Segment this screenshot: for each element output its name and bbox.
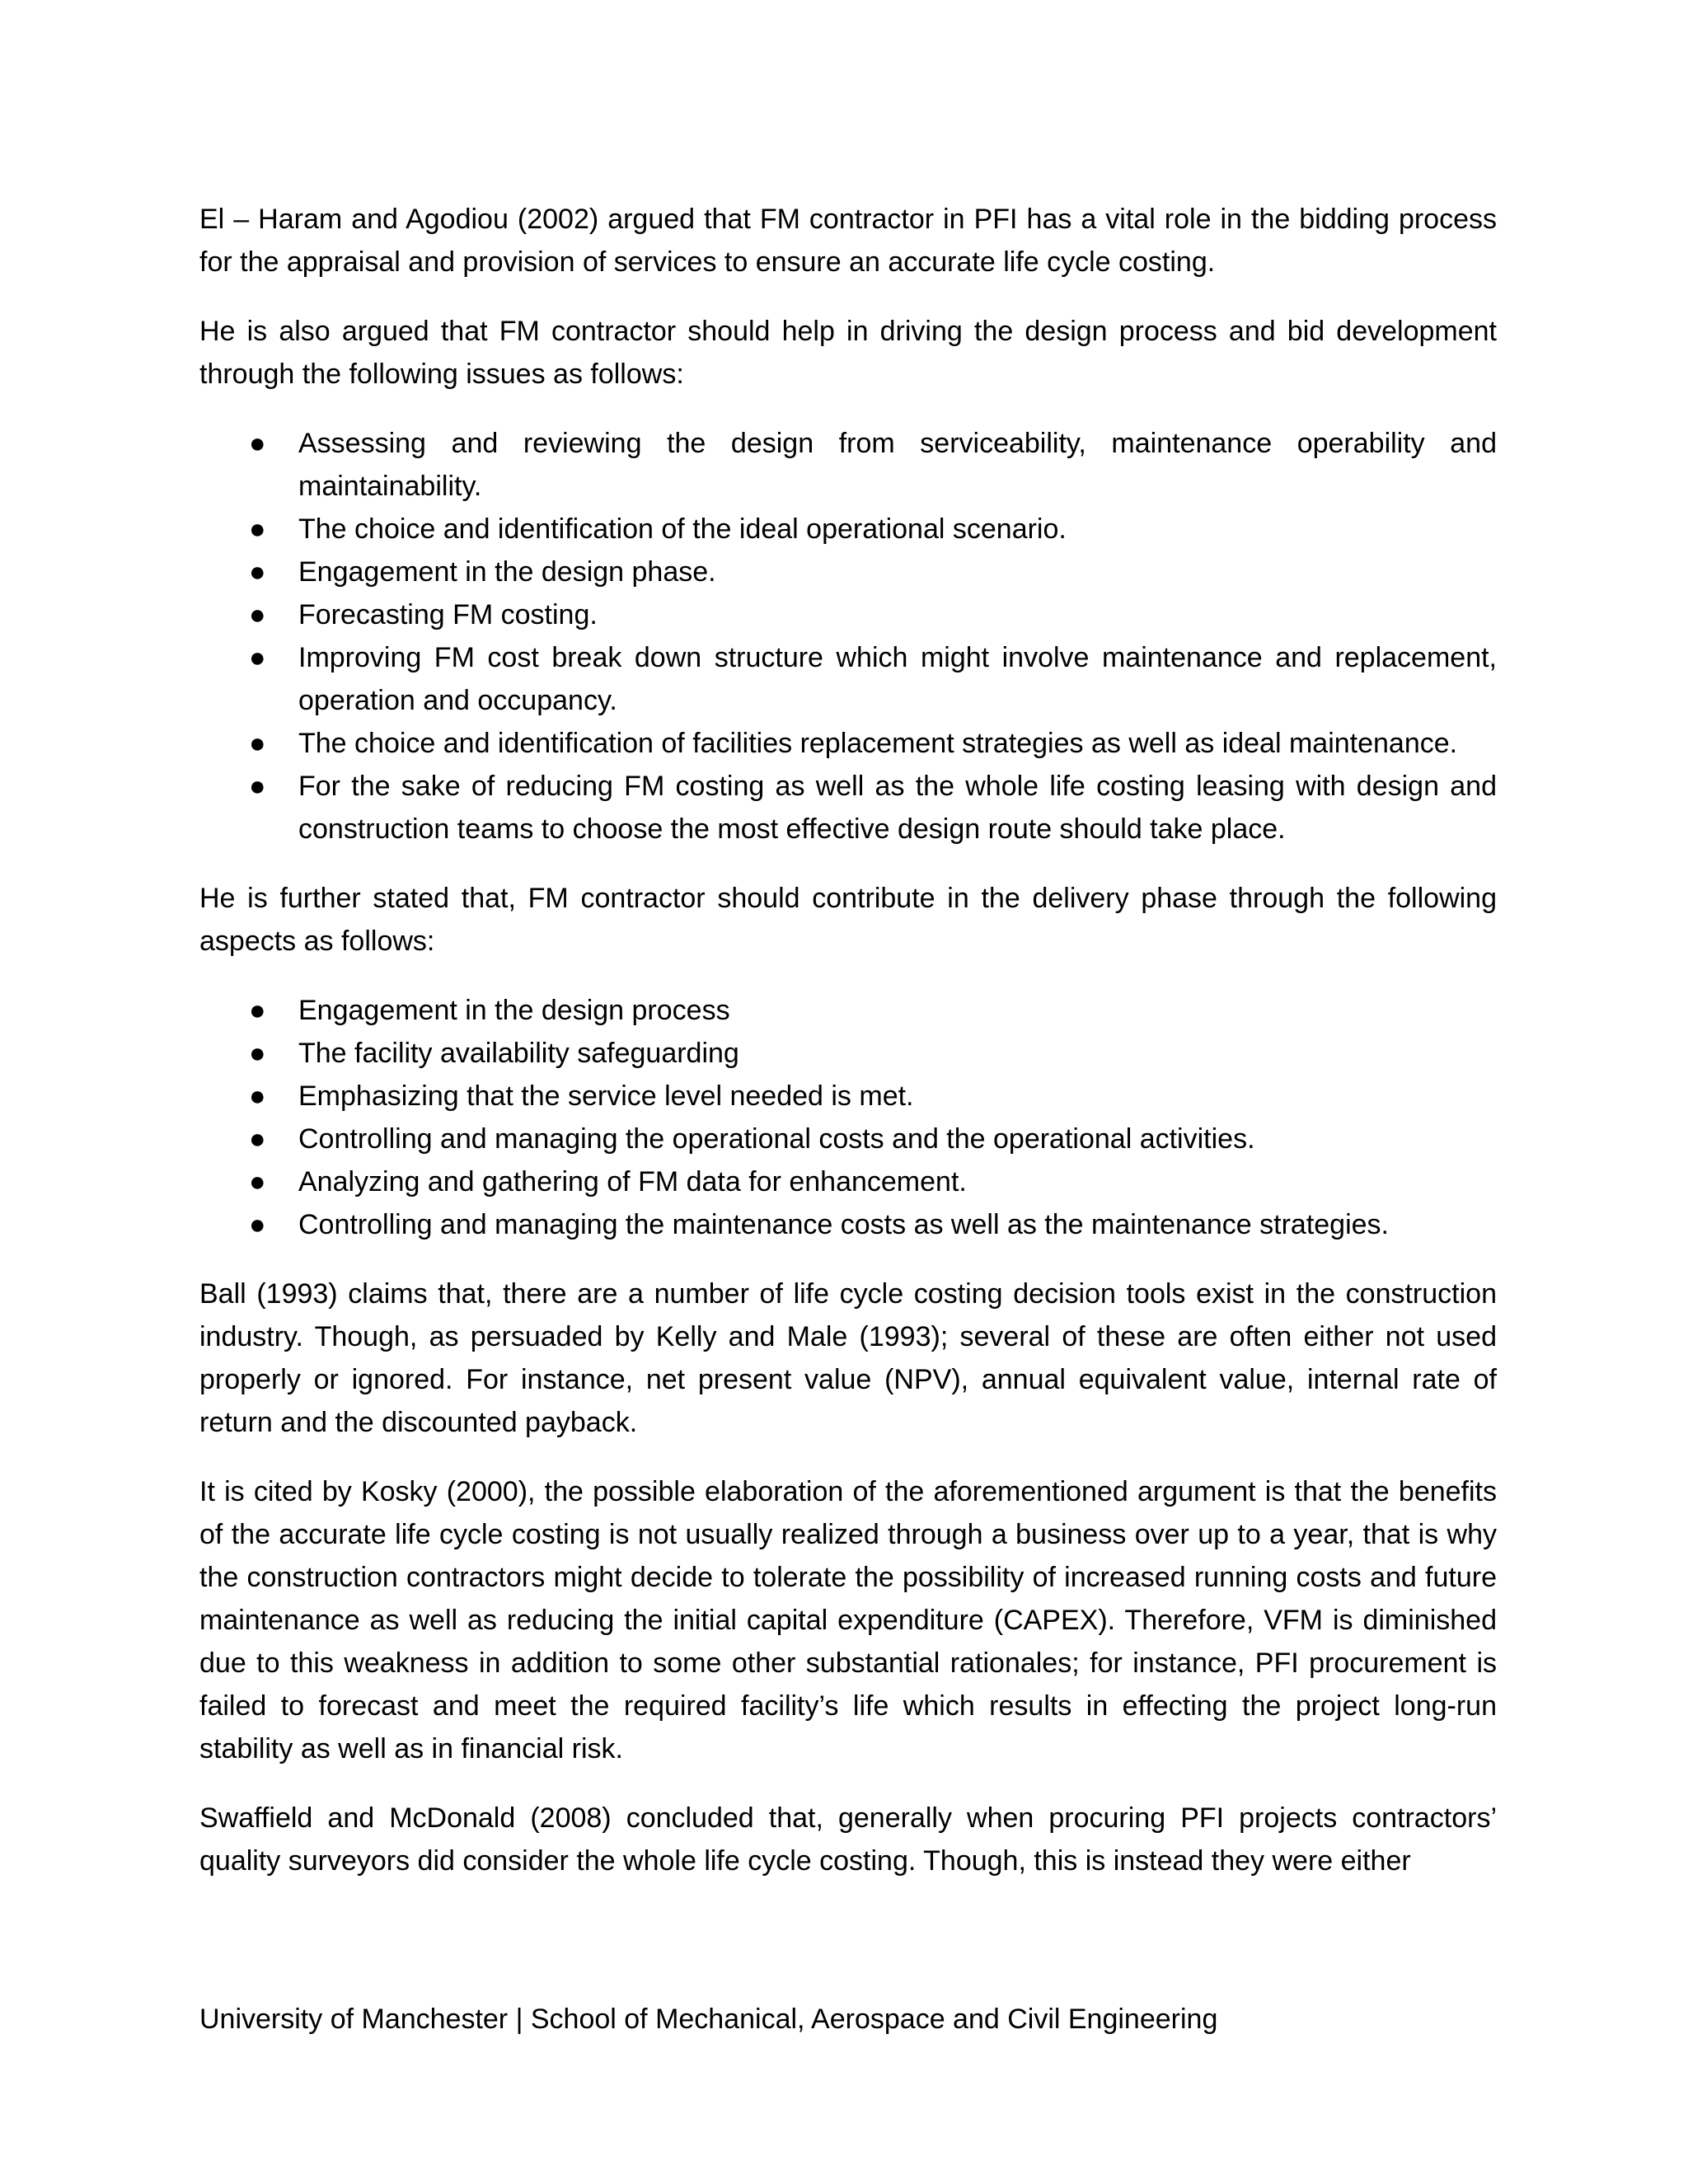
list-item <box>199 1203 1497 1246</box>
list-item <box>199 722 1497 765</box>
bullet-icon: ● <box>249 1123 266 1155</box>
paragraph: It is cited by Kosky (2000), the possible elaboration of the aforementioned argument is that the benefits of the accurate life cycle costing is not usually realized through a business over up to a year, that is why the construction contractors might decide to tolerate the possibility of increased running costs and future maintenance as well as reducing the initial capital expenditure (CAPEX). Therefore, VFM is diminished due to this weakness in addition to some other substantial rationales; for instance, PFI procurement is failed to forecast and meet the required facility’s life which results in effecting the project long-run stability as well as in financial risk. <box>199 1476 1497 1765</box>
list-item <box>199 636 1497 722</box>
bullet-icon: ● <box>249 995 266 1026</box>
page-footer: University of Manchester | School of Mechanical, Aerospace and Civil Engineering <box>199 2004 1218 2035</box>
paragraph: Ball (1993) claims that, there are a number of life cycle costing decision tools exist in the construction industry. Though, as persuaded by Kelly and Male (1993); several of these are often either not used properly or ignored. For instance, net present value (NPV), annual equivalent value, internal rate of return and the discounted payback. <box>199 1278 1497 1438</box>
list-item <box>199 1160 1497 1203</box>
list-item <box>199 1032 1497 1075</box>
list-item-text: Controlling and managing the operational costs and the operational activities. <box>298 1123 1255 1155</box>
list-item-text: Emphasizing that the service level needed is met. <box>298 1080 914 1112</box>
paragraph: He is also argued that FM contractor should help in driving the design process and bid development through the following issues as follows: <box>199 316 1497 390</box>
list-item <box>199 989 1497 1032</box>
list-item <box>199 422 1497 508</box>
paragraph: He is further stated that, FM contractor should contribute in the delivery phase through the following aspects as follows: <box>199 883 1497 957</box>
list-item <box>199 1118 1497 1160</box>
list-item-text: Controlling and managing the maintenance costs as well as the maintenance strategies. <box>298 1209 1389 1240</box>
bullet-icon: ● <box>249 599 266 630</box>
document-body <box>199 198 1497 1909</box>
bullet-icon: ● <box>249 771 266 802</box>
list-item-text: Assessing and reviewing the design from serviceability, maintenance operability and maintainability. <box>298 428 1497 502</box>
list-item-text: The choice and identification of the ideal operational scenario. <box>298 513 1067 545</box>
list-item-text: Engagement in the design phase. <box>298 556 716 588</box>
paragraph: Swaffield and McDonald (2008) concluded that, generally when procuring PFI projects contractors’ quality surveyors did consider the whole life cycle costing. Though, this is instead they were either <box>199 1802 1497 1877</box>
bullet-icon: ● <box>249 1080 266 1112</box>
list-item <box>199 508 1497 551</box>
list-item-text: Improving FM cost break down structure which might involve maintenance and replacement, operation and occupancy. <box>298 642 1497 716</box>
list-item-text: The choice and identification of facilities replacement strategies as well as ideal maintenance. <box>298 728 1458 759</box>
list-item-text: Forecasting FM costing. <box>298 599 598 630</box>
bullet-icon: ● <box>249 1209 266 1240</box>
bullet-icon: ● <box>249 1166 266 1197</box>
list-item-text: For the sake of reducing FM costing as well as the whole life costing leasing with design and construction teams to choose the most effective design route should take place. <box>298 771 1497 845</box>
list-item-text: Engagement in the design process <box>298 995 730 1026</box>
bullet-icon: ● <box>249 556 266 588</box>
list-item <box>199 765 1497 851</box>
list-item-text: The facility availability safeguarding <box>298 1038 739 1069</box>
bullet-icon: ● <box>249 728 266 759</box>
paragraph: El – Haram and Agodiou (2002) argued that FM contractor in PFI has a vital role in the bidding process for the appraisal and provision of services to ensure an accurate life cycle costing. <box>199 204 1497 278</box>
bullet-icon: ● <box>249 1038 266 1069</box>
list-item-text: Analyzing and gathering of FM data for enhancement. <box>298 1166 967 1197</box>
bullet-list <box>199 422 1497 851</box>
list-item <box>199 1075 1497 1118</box>
bullet-list <box>199 989 1497 1246</box>
bullet-icon: ● <box>249 642 266 673</box>
bullet-icon: ● <box>249 428 266 459</box>
list-item <box>199 551 1497 593</box>
bullet-icon: ● <box>249 513 266 545</box>
list-item <box>199 593 1497 636</box>
